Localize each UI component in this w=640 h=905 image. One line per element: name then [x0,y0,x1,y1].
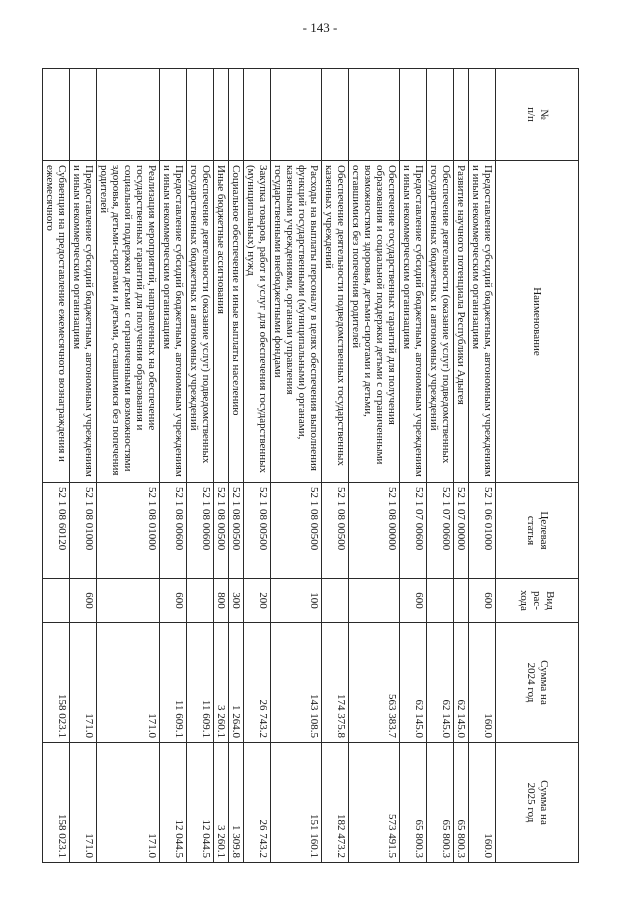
cell-num [271,69,322,161]
cell-article: 52 1 08 00500 [271,483,322,579]
cell-name: Иные бюджетные ассигнования [214,161,229,483]
cell-type [322,579,349,623]
cell-2025: 182 473.2 [322,743,349,863]
cell-2025: 1 309.8 [229,743,244,863]
cell-2024: 1 264.0 [229,623,244,743]
table-row [400,69,427,863]
cell-name: Расходы на выплаты персоналу в целях обеспечения выполнения функций государственными (муниципальными) органами, казенными учреждениями, органами управления государственными внебюджетными фондами [271,161,322,483]
cell-2025: 26 743.2 [244,743,271,863]
cell-2024: 174 375.8 [322,623,349,743]
cell-num [244,69,271,161]
cell-2024: 62 145.0 [400,623,427,743]
table-row [322,69,349,863]
cell-num [214,69,229,161]
table-row [160,69,187,863]
table-row [244,69,271,863]
cell-num [43,69,70,161]
cell-2025: 160.0 [469,743,496,863]
col-header-name: Наименование [496,161,579,483]
cell-2024: 62 145.0 [454,623,469,743]
cell-num [229,69,244,161]
cell-article: 52 1 08 00600 [187,483,214,579]
cell-name: Обеспечение деятельности (оказание услуг) подведомственных государственных бюджетных и автономных учреждений [187,161,214,483]
cell-article: 52 1 07 00600 [427,483,454,579]
table-header-row [496,69,579,863]
cell-type [427,579,454,623]
table-row [43,69,70,863]
cell-name: Развитие научного потенциала Республики Адыгея [454,161,469,483]
cell-2025: 151 160.1 [271,743,322,863]
cell-name: Предоставление субсидий бюджетным, автономным учреждениям и иным некоммерческим организациям [160,161,187,483]
cell-article: 52 1 08 00500 [229,483,244,579]
cell-name: Обеспечение государственных гарантий для получения образования и социальной поддержки детьми с ограниченными возможностями здоровья, детьми-сиротами и детьми, оставшимися без попечения родителей [349,161,400,483]
budget-table [42,68,579,863]
cell-num [454,69,469,161]
cell-type [97,579,160,623]
cell-2025: 12 044.5 [160,743,187,863]
cell-2025: 573 491.5 [349,743,400,863]
cell-2024: 143 108.5 [271,623,322,743]
cell-article: 52 1 08 01000 [97,483,160,579]
cell-2024: 3 260.1 [214,623,229,743]
cell-article: 52 1 08 00000 [349,483,400,579]
cell-num [322,69,349,161]
cell-article: 52 1 08 00500 [214,483,229,579]
cell-2024: 171.0 [70,623,97,743]
cell-num [70,69,97,161]
cell-name: Социальное обеспечение и иные выплаты населению [229,161,244,483]
table-row [271,69,322,863]
cell-article: 52 1 08 01000 [70,483,97,579]
cell-name: Предоставление субсидий бюджетным, автономным учреждениям и иным некоммерческим организациям [400,161,427,483]
cell-article: 52 1 08 60120 [43,483,70,579]
cell-2024: 158 023.1 [43,623,70,743]
cell-2024: 11 609.1 [187,623,214,743]
cell-article: 52 1 08 00600 [160,483,187,579]
page-number: - 143 - [302,20,338,35]
cell-name: Обеспечение деятельности подведомственных государственных казенных учреждений [322,161,349,483]
cell-type: 300 [229,579,244,623]
cell-name: Субвенция на предоставление ежемесячного вознаграждения и ежемесячного [43,161,70,483]
cell-num [349,69,400,161]
cell-name: Реализация мероприятий, направленных на обеспечение государственных гарантий для получения образования и социальной поддержки детьми с ограниченными возможностями здоровья, детьми-сиротами и детьми, оставшимися без попечения родителей [97,161,160,483]
cell-type: 100 [271,579,322,623]
cell-type [187,579,214,623]
col-header-2024: Сумма на 2024 год [496,623,579,743]
cell-num [187,69,214,161]
cell-num [400,69,427,161]
cell-2024: 171.0 [97,623,160,743]
cell-article: 52 1 08 00500 [244,483,271,579]
col-header-2025: Сумма на 2025 год [496,743,579,863]
table-row [214,69,229,863]
cell-2025: 12 044.5 [187,743,214,863]
cell-2024: 563 383.7 [349,623,400,743]
cell-2024: 160.0 [469,623,496,743]
cell-type [43,579,70,623]
cell-article: 52 1 07 00600 [400,483,427,579]
cell-type: 800 [214,579,229,623]
table-row [454,69,469,863]
cell-2025: 171.0 [97,743,160,863]
cell-type [454,579,469,623]
cell-article: 52 1 06 01000 [469,483,496,579]
cell-type: 600 [469,579,496,623]
cell-2025: 3 260.1 [214,743,229,863]
cell-num [160,69,187,161]
cell-article: 52 1 07 00000 [454,483,469,579]
cell-type: 600 [70,579,97,623]
cell-num [97,69,160,161]
table-row [349,69,400,863]
cell-type: 600 [400,579,427,623]
table-row [187,69,214,863]
cell-name: Обеспечение деятельности (оказание услуг) подведомственных государственных бюджетных и автономных учреждений [427,161,454,483]
cell-2025: 65 800.3 [400,743,427,863]
table-row [97,69,160,863]
table-row [427,69,454,863]
table-row [229,69,244,863]
cell-num [427,69,454,161]
cell-name: Предоставление субсидий бюджетным, автономным учреждениям и иным некоммерческим организациям [70,161,97,483]
cell-name: Предоставление субсидий бюджетным, автономным учреждениям и иным некоммерческим организациям [469,161,496,483]
cell-type: 200 [244,579,271,623]
col-header-num: № п/п [496,69,579,161]
cell-type: 600 [160,579,187,623]
table-row [469,69,496,863]
cell-2024: 62 145.0 [427,623,454,743]
cell-2025: 158 023.1 [43,743,70,863]
cell-article: 52 1 08 00500 [322,483,349,579]
cell-name: Закупка товаров, работ и услуг для обеспечения государственных (муниципальных) нужд [244,161,271,483]
table-row [70,69,97,863]
cell-2024: 26 743.2 [244,623,271,743]
col-header-type: Вид рас- хода [496,579,579,623]
rotated-table-page [44,68,579,862]
cell-num [469,69,496,161]
cell-2024: 11 609.1 [160,623,187,743]
cell-type [349,579,400,623]
cell-2025: 171.0 [70,743,97,863]
cell-2025: 65 800.3 [427,743,454,863]
cell-2025: 65 800.3 [454,743,469,863]
col-header-article: Целевая статья [496,483,579,579]
